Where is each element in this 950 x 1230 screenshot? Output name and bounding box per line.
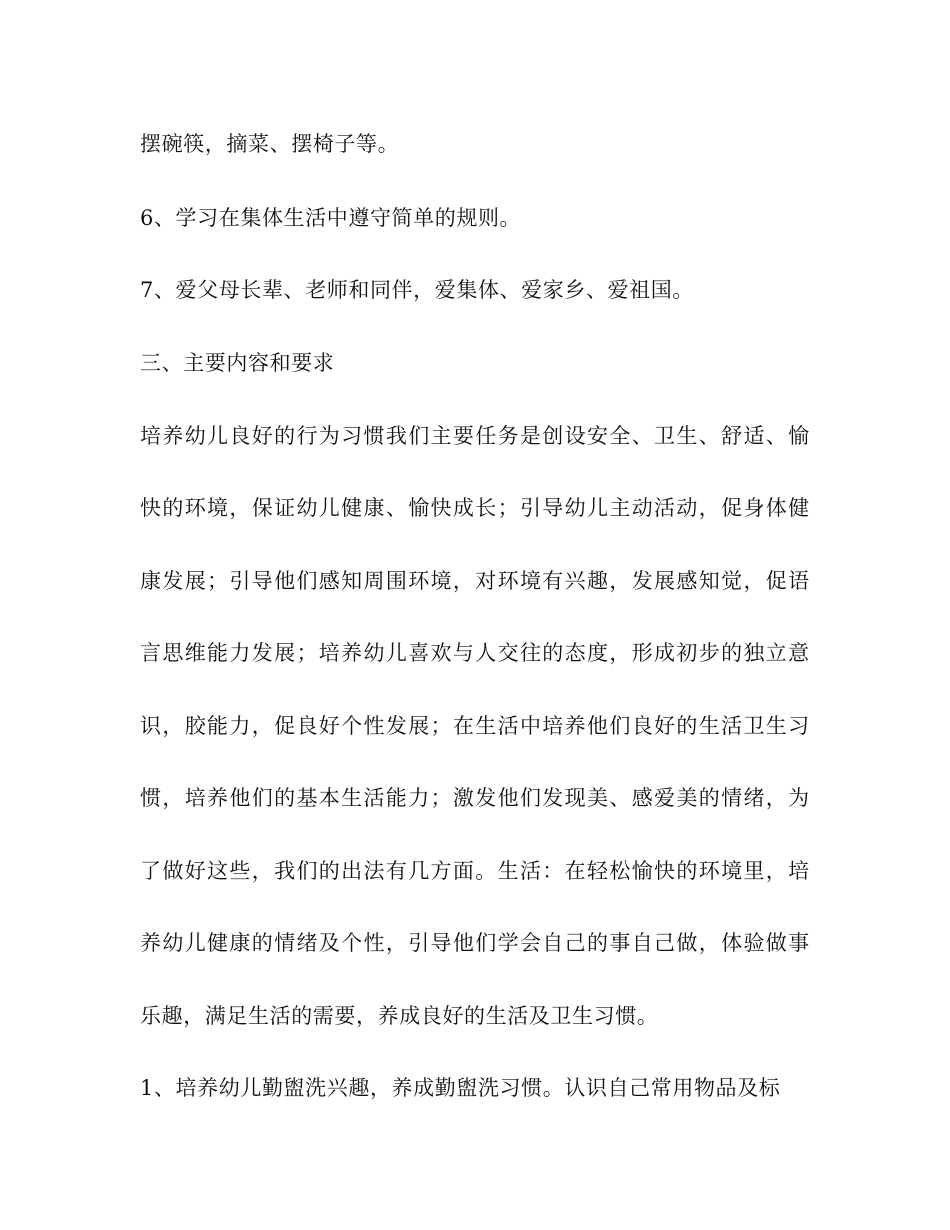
paragraph-line-1: 培养幼儿良好的行为习惯我们主要任务是创设安全、卫生、舒适、愉 bbox=[140, 424, 811, 448]
paragraph-line-9: 乐趣，满足生活的需要，养成良好的生活及卫生习惯。 bbox=[140, 1004, 659, 1028]
paragraph-line-3: 康发展；引导他们感知周围环境，对环境有兴趣，发展感知觉，促语 bbox=[140, 569, 811, 593]
paragraph-line-6: 惯，培养他们的基本生活能力；激发他们发现美、感爱美的情绪，为 bbox=[140, 786, 811, 810]
paragraph-line-5: 识，胶能力，促良好个性发展；在生活中培养他们良好的生活卫生习 bbox=[140, 714, 811, 738]
text-line-1: 摆碗筷，摘菜、摆椅子等。 bbox=[140, 132, 400, 156]
paragraph-line-4: 言思维能力发展；培养幼儿喜欢与人交往的态度，形成初步的独立意 bbox=[140, 641, 811, 665]
list-item-7: 7、爱父母长辈、老师和同伴，爱集体、爱家乡、爱祖国。 bbox=[140, 278, 694, 302]
paragraph-line-7: 了做好这些，我们的出法有几方面。生活：在轻松愉快的环境里，培 bbox=[140, 859, 811, 883]
list-item-6: 6、学习在集体生活中遵守简单的规则。 bbox=[140, 206, 522, 230]
paragraph-line-8: 养幼儿健康的情绪及个性，引导他们学会自己的事自己做，体验做事 bbox=[140, 931, 811, 955]
list-item-1: 1、培养幼儿勤盥洗兴趣，养成勤盥洗习惯。认识自己常用物品及标 bbox=[140, 1076, 781, 1100]
paragraph-line-2: 快的环境，保证幼儿健康、愉快成长；引导幼儿主动活动，促身体健 bbox=[140, 496, 811, 520]
section-heading: 三、主要内容和要求 bbox=[140, 351, 335, 375]
